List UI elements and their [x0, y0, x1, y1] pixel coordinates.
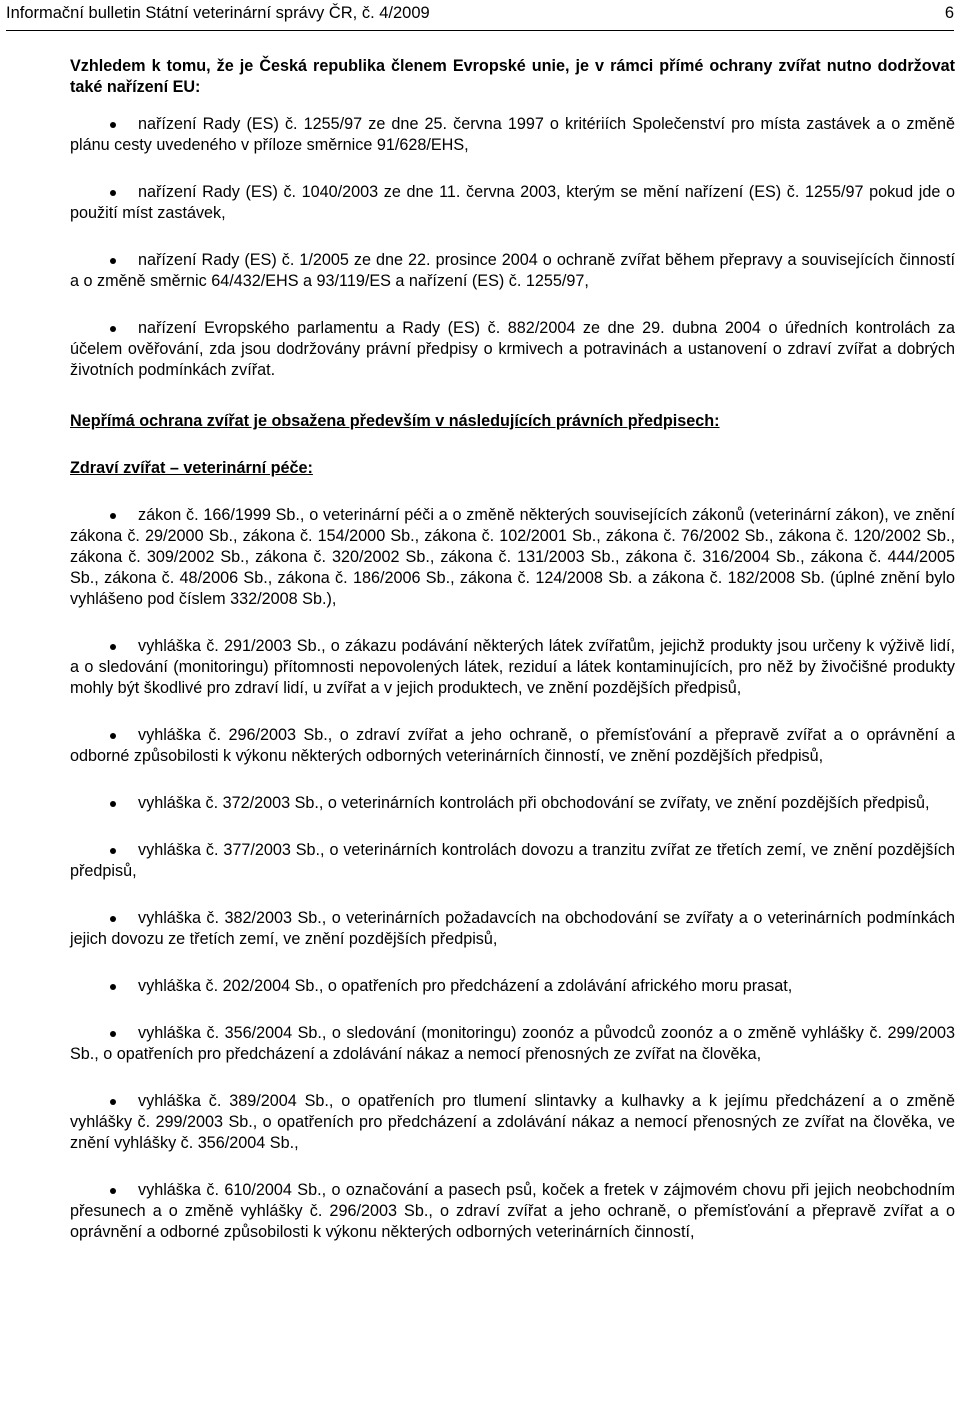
list-item — [70, 114, 955, 156]
bullet-icon — [110, 916, 116, 922]
list-item — [70, 318, 955, 381]
list-item-text: nařízení Rady (ES) č. 1255/97 ze dne 25. června 1997 o kritériích Společenství pro místa zastávek a o změně plánu cesty uvedeného v příloze směrnice 91/628/EHS, — [70, 115, 955, 154]
list-item-text: vyhláška č. 296/2003 Sb., o zdraví zvířat a jeho ochraně, o přemísťování a přepravě zvířat a o oprávnění a odborné způsobilosti k výkonu některých odborných veterinárních činností, ve znění pozdějších předpisů, — [70, 726, 955, 765]
bullet-icon — [110, 1099, 116, 1105]
bullet-icon — [110, 513, 116, 519]
list-item — [70, 908, 955, 950]
list-item — [70, 725, 955, 767]
list-item — [70, 1023, 955, 1065]
document-body — [70, 56, 955, 1269]
bulletin-title: Informační bulletin Státní veterinární správy ČR, č. 4/2009 — [6, 4, 430, 22]
bullet-icon — [110, 326, 116, 332]
bullet-icon — [110, 1031, 116, 1037]
bullet-icon — [110, 848, 116, 854]
list-item — [70, 505, 955, 610]
list-item-text: vyhláška č. 389/2004 Sb., o opatřeních pro tlumení slintavky a kulhavky a k jejímu předcházení a o změně vyhlášky č. 299/2003 Sb., o opatřeních pro předcházení a zdolávání nákaz a nemocí přenosných ze zvířat na člověka, ve znění vyhlášky č. 356/2004 Sb., — [70, 1092, 955, 1152]
bullet-icon — [110, 258, 116, 264]
list-item-text: vyhláška č. 291/2003 Sb., o zákazu podávání některých látek zvířatům, jejichž produkty jsou určeny k výživě lidí, a o sledování (monitoringu) přítomnosti nepovolených látek, reziduí a látek kontaminujících, pro něž by živočišné produkty mohly být škodlivé pro zdraví lidí, u zvířat a v jejich produktech, ve znění pozdějších předpisů, — [70, 637, 955, 697]
list-item-text: vyhláška č. 356/2004 Sb., o sledování (monitoringu) zoonóz a původců zoonóz a o změně vyhlášky č. 299/2003 Sb., o opatřeních pro předcházení a zdolávání nákaz a nemocí přenosných ze zvířat na člověka, — [70, 1024, 955, 1063]
list-item-text: vyhláška č. 372/2003 Sb., o veterinárních kontrolách při obchodování se zvířaty, ve znění pozdějších předpisů, — [138, 794, 930, 812]
list-item-text: vyhláška č. 202/2004 Sb., o opatřeních pro předcházení a zdolávání afrického moru prasat, — [138, 977, 793, 995]
national-regulations-list — [70, 505, 955, 1243]
list-item — [70, 840, 955, 882]
list-item-text: nařízení Evropského parlamentu a Rady (ES) č. 882/2004 ze dne 29. dubna 2004 o úředních kontrolách za účelem ověřování, zda jsou dodržovány právní předpisy o krmivech a potravinách a ustanovení o zdraví zvířat a dobrých životních podmínkách zvířat. — [70, 319, 955, 379]
list-item — [70, 793, 955, 814]
list-item — [70, 1180, 955, 1243]
intro-paragraph: Vzhledem k tomu, že je Česká republika členem Evropské unie, je v rámci přímé ochrany zvířat nutno dodržovat také nařízení EU: — [70, 57, 955, 96]
list-item-text: zákon č. 166/1999 Sb., o veterinární péči a o změně některých souvisejících zákonů (veterinární zákon), ve znění zákona č. 29/2000 Sb., zákona č. 154/2000 Sb., zákona č. 102/2001 Sb., zákona č. 76/2002 Sb., zákona č. 120/2002 Sb., zákona č. 309/2002 Sb., zákona č. 320/2002 Sb., zákona č. 131/2003 Sb., zákona č. 316/2004 Sb., zákona č. 444/2005 Sb., zákona č. 48/2006 Sb., zákona č. 186/2006 Sb., zákona č. 124/2008 Sb. a zákona č. 182/2008 Sb. (úplné znění bylo vyhlášeno pod číslem 332/2008 Sb.), — [70, 506, 955, 608]
list-item — [70, 976, 955, 997]
list-item — [70, 182, 955, 224]
list-item-text: vyhláška č. 610/2004 Sb., o označování a pasech psů, koček a fretek v zájmovém chovu při jejich neobchodním přesunech a o změně vyhlášky č. 296/2003 Sb., o zdraví zvířat a jeho ochraně, o přemísťování a přepravě zvířat a o oprávnění a odborné způsobilosti k výkonu některých odborných veterinárních činností, — [70, 1181, 955, 1241]
list-item — [70, 250, 955, 292]
eu-regulations-list — [70, 114, 955, 381]
sub-heading: Zdraví zvířat – veterinární péče: — [70, 459, 313, 477]
list-item-text: nařízení Rady (ES) č. 1/2005 ze dne 22. prosince 2004 o ochraně zvířat během přepravy a souvisejících činností a o změně směrnic 64/432/EHS a 93/119/ES a nařízení (ES) č. 1255/97, — [70, 251, 955, 290]
list-item — [70, 1091, 955, 1154]
list-item — [70, 636, 955, 699]
list-item-text: nařízení Rady (ES) č. 1040/2003 ze dne 11. června 2003, kterým se mění nařízení (ES) č. 1255/97 pokud jde o použití míst zastávek, — [70, 183, 955, 222]
list-item-text: vyhláška č. 377/2003 Sb., o veterinárních kontrolách dovozu a tranzitu zvířat ze třetích zemí, ve znění pozdějších předpisů, — [70, 841, 955, 880]
bullet-icon — [110, 1188, 116, 1194]
section-heading: Nepřímá ochrana zvířat je obsažena především v následujících právních předpisech: — [70, 412, 720, 430]
bullet-icon — [110, 190, 116, 196]
bullet-icon — [110, 801, 116, 807]
bullet-icon — [110, 984, 116, 990]
list-item-text: vyhláška č. 382/2003 Sb., o veterinárních požadavcích na obchodování se zvířaty a o veterinárních podmínkách jejich dovozu ze třetích zemí, ve znění pozdějších předpisů, — [70, 909, 955, 948]
bullet-icon — [110, 733, 116, 739]
page-number: 6 — [944, 4, 954, 22]
bullet-icon — [110, 122, 116, 128]
bullet-icon — [110, 644, 116, 650]
page-header — [6, 0, 954, 31]
